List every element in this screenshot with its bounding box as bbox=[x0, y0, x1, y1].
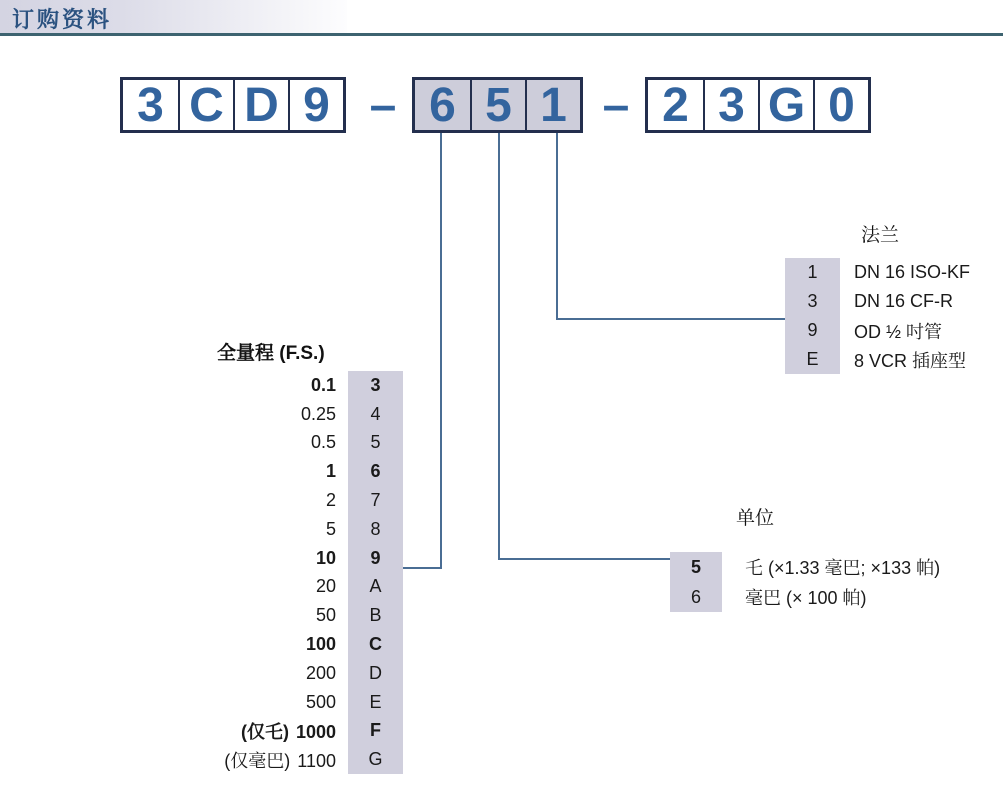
fs-value: 5 bbox=[325, 518, 336, 539]
flange-code: E bbox=[785, 345, 840, 374]
unit-row bbox=[670, 552, 940, 582]
fs-value: 0.1 bbox=[310, 374, 336, 395]
flange-code: 3 bbox=[785, 287, 840, 316]
fs-row bbox=[160, 659, 403, 688]
part-number-cell: 9 bbox=[288, 80, 343, 130]
fs-code: 8 bbox=[348, 515, 403, 544]
part-number-cell: 3 bbox=[703, 80, 758, 130]
fs-value: 0.5 bbox=[310, 432, 336, 453]
flange-label: DN 16 CF-R bbox=[854, 291, 954, 311]
fs-row bbox=[160, 486, 403, 515]
flange-label: 8 VCR 插座型 bbox=[854, 350, 967, 371]
fs-row bbox=[160, 630, 403, 659]
flange-table-title: 法兰 bbox=[861, 225, 900, 246]
part-number-cell: 1 bbox=[525, 80, 580, 130]
part-number-dash: – bbox=[369, 78, 397, 132]
fs-row bbox=[160, 745, 403, 774]
fs-row bbox=[160, 601, 403, 630]
part-number-cell: 6 bbox=[415, 80, 470, 130]
flange-code: 1 bbox=[785, 258, 840, 287]
fs-code: G bbox=[348, 745, 403, 774]
fs-code: 9 bbox=[348, 544, 403, 573]
fs-value: 200 bbox=[305, 662, 336, 683]
fs-value: (仅毫巴) 1100 bbox=[224, 750, 336, 771]
fs-value: 0.25 bbox=[300, 403, 336, 424]
flange-row bbox=[785, 345, 970, 374]
flange-table bbox=[785, 258, 970, 374]
fs-code: 6 bbox=[348, 457, 403, 486]
fs-row bbox=[160, 717, 403, 746]
page-title: 订购资料 bbox=[12, 7, 113, 32]
fs-row bbox=[160, 429, 403, 458]
fs-value: 2 bbox=[325, 490, 336, 511]
fs-code: A bbox=[348, 573, 403, 602]
fs-row bbox=[160, 400, 403, 429]
fs-table bbox=[160, 371, 403, 774]
fs-value: 20 bbox=[315, 576, 336, 597]
unit-code: 5 bbox=[670, 552, 722, 582]
part-number-cell: G bbox=[758, 80, 813, 130]
part-number-cell: 0 bbox=[813, 80, 868, 130]
part-number-cell: 3 bbox=[137, 78, 164, 132]
fs-row bbox=[160, 371, 403, 400]
part-number-dash: – bbox=[602, 78, 630, 132]
fs-code: D bbox=[348, 659, 403, 688]
unit-table-title: 单位 bbox=[736, 508, 775, 529]
connector-fs-horizontal bbox=[403, 567, 442, 569]
flange-label: OD ½ 吋管 bbox=[854, 321, 943, 342]
fs-value: 500 bbox=[305, 691, 336, 712]
unit-table bbox=[670, 552, 940, 612]
fs-row bbox=[160, 515, 403, 544]
unit-row bbox=[670, 582, 940, 612]
flange-label: DN 16 ISO-KF bbox=[854, 262, 971, 282]
part-number-cell: D bbox=[233, 80, 288, 130]
fs-value: 10 bbox=[315, 547, 336, 568]
fs-code: C bbox=[348, 630, 403, 659]
connector-flange-horizontal bbox=[556, 318, 785, 320]
flange-code: 9 bbox=[785, 316, 840, 345]
unit-label: 毫巴 (× 100 帕) bbox=[745, 588, 867, 608]
flange-row bbox=[785, 258, 970, 287]
fs-code: F bbox=[348, 717, 403, 746]
part-number-group-1 bbox=[120, 77, 346, 133]
header-divider bbox=[0, 33, 1003, 36]
unit-code: 6 bbox=[670, 582, 722, 612]
fs-value: 100 bbox=[305, 634, 336, 655]
part-number-cell: C bbox=[178, 80, 233, 130]
part-number-group-3 bbox=[645, 77, 871, 133]
fs-value: (仅乇) 1000 bbox=[240, 721, 336, 742]
fs-value: 50 bbox=[315, 605, 336, 626]
fs-row bbox=[160, 457, 403, 486]
fs-code: 5 bbox=[348, 429, 403, 458]
fs-table-title: 全量程 (F.S.) bbox=[217, 343, 325, 364]
flange-row bbox=[785, 287, 970, 316]
fs-code: 4 bbox=[348, 400, 403, 429]
unit-label: 乇 (×1.33 毫巴; ×133 帕) bbox=[745, 558, 941, 578]
connector-unit-horizontal bbox=[498, 558, 670, 560]
flange-row bbox=[785, 316, 970, 345]
fs-row bbox=[160, 688, 403, 717]
fs-code: 7 bbox=[348, 486, 403, 515]
connector-unit-vertical bbox=[498, 133, 500, 560]
fs-code: B bbox=[348, 601, 403, 630]
fs-code: E bbox=[348, 688, 403, 717]
fs-value: 1 bbox=[325, 461, 336, 482]
fs-row bbox=[160, 544, 403, 573]
fs-row bbox=[160, 573, 403, 602]
connector-fs-vertical bbox=[440, 133, 442, 569]
part-number-group-2 bbox=[412, 77, 583, 133]
fs-code: 3 bbox=[348, 371, 403, 400]
part-number-cell: 5 bbox=[470, 80, 525, 130]
part-number-cell: 2 bbox=[662, 78, 689, 132]
connector-flange-vertical bbox=[556, 133, 558, 320]
